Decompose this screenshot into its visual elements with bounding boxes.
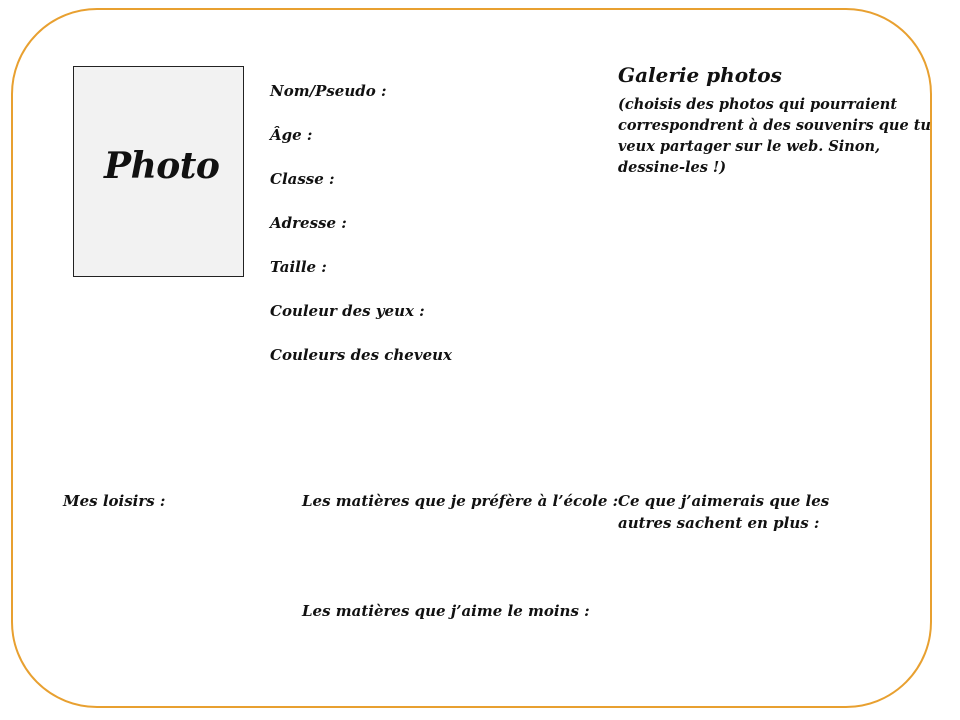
field-adresse: Adresse : xyxy=(270,214,347,232)
field-classe: Classe : xyxy=(270,170,335,188)
gallery-title: Galerie photos xyxy=(618,63,782,87)
field-taille: Taille : xyxy=(270,258,327,276)
least-subjects-label: Les matières que j’aime le moins : xyxy=(302,602,590,620)
photo-label: Photo xyxy=(104,145,220,187)
field-age: Âge : xyxy=(270,126,313,144)
field-couleur-yeux: Couleur des yeux : xyxy=(270,302,425,320)
field-couleurs-cheveux: Couleurs des cheveux xyxy=(270,346,452,364)
others-know-label: Ce que j’aimerais que les autres sachent en plus : xyxy=(618,492,830,532)
favorite-subjects-label: Les matières que je préfère à l’école : xyxy=(302,492,619,510)
gallery-description: (choisis des photos qui pourraient correspondrent à des souvenirs que tu veux partager sur le web. Sinon, dessine-les !) xyxy=(618,96,931,176)
photo-placeholder[interactable] xyxy=(73,66,244,277)
hobbies-label: Mes loisirs : xyxy=(63,492,166,510)
field-nom-pseudo: Nom/Pseudo : xyxy=(270,82,387,100)
